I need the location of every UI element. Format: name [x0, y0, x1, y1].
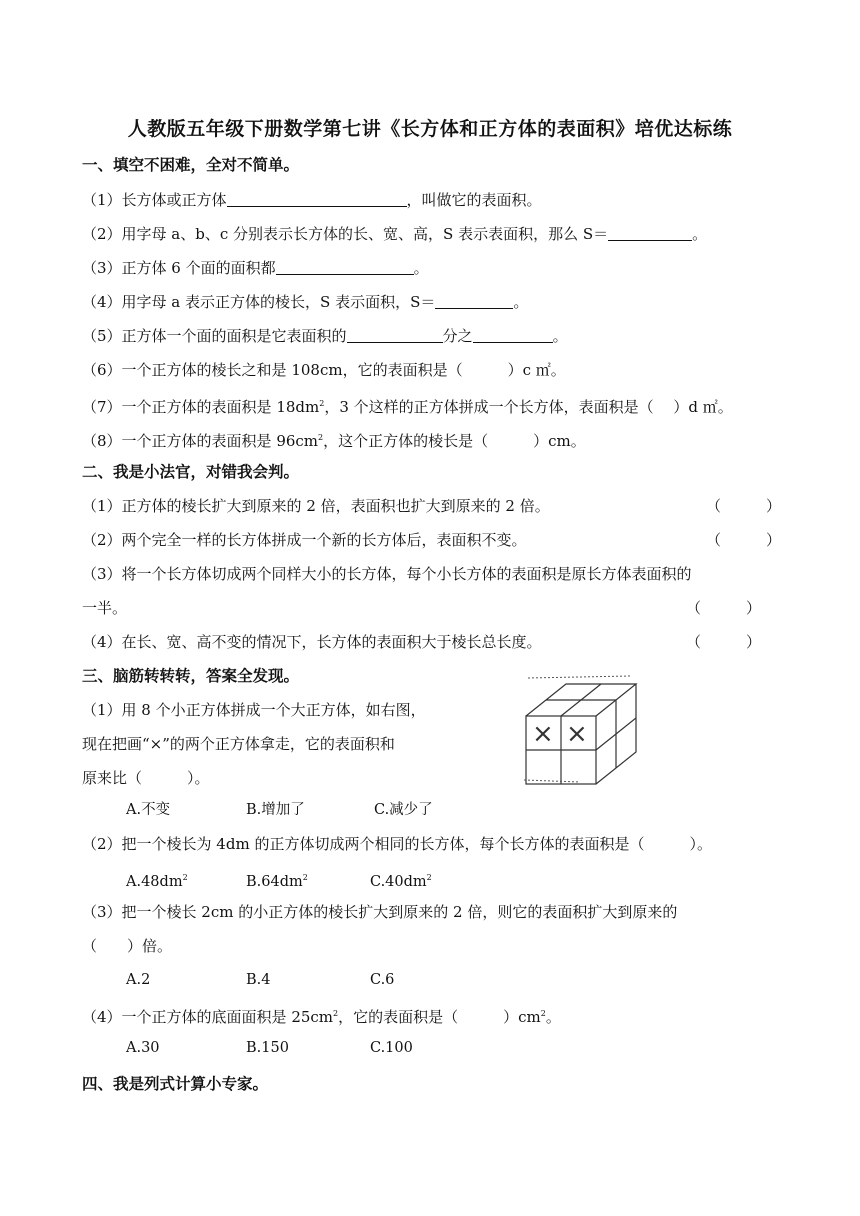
question-1-4 [82, 292, 528, 312]
question-2-1: （1）正方体的棱长扩大到原来的 2 倍，表面积也扩大到原来的 2 倍。 [82, 497, 550, 515]
question-1-6: （6）一个正方体的棱长之和是 108cm，它的表面积是（ ）c ㎡。 [82, 361, 566, 379]
question-3-3-cont: （ ）倍。 [82, 937, 173, 955]
superscript-2: 2 [319, 399, 325, 408]
option-c[interactable]: C.减少了 [374, 802, 433, 818]
section-3-heading: 三、脑筋转转转，答案全发现。 [82, 666, 300, 685]
question-1-8 [82, 428, 586, 451]
option-c-text: C.40dm [370, 874, 427, 890]
question-3-1-line2: 现在把画“×”的两个正方体拿走，它的表面积和 [82, 735, 395, 753]
question-2-4: （4）在长、宽、高不变的情况下，长方体的表面积大于棱长总长度。 [82, 633, 542, 651]
q3-4-text-c: 。 [545, 1008, 561, 1026]
q1-7-text-b: ，3 个这样的正方体拼成一个长方体，表面积是（ ）d ㎡。 [324, 398, 733, 416]
question-2-3-cont: 一半。 [82, 599, 128, 617]
cross-mark: × [566, 719, 588, 749]
superscript-2: 2 [333, 1009, 339, 1018]
question-3-4 [82, 1004, 561, 1027]
q3-4-text-a: （4）一个正方体的底面面积是 25cm [82, 1008, 334, 1026]
q1-4-text-b: 。 [513, 293, 529, 311]
option-a-text: A.48dm [126, 874, 183, 890]
question-3-1-line3: 原来比（ ）。 [82, 769, 210, 787]
question-1-2 [82, 224, 707, 244]
option-b[interactable] [246, 868, 308, 892]
q1-5-text-b: 分之 [442, 327, 473, 345]
answer-blank[interactable] [227, 192, 407, 207]
cube-figure [520, 670, 638, 788]
section-2-heading: 二、我是小法官，对错我会判。 [82, 462, 300, 481]
superscript-2: 2 [540, 1009, 546, 1018]
q1-8-text-a: （8）一个正方体的表面积是 96cm [82, 432, 319, 450]
answer-blank[interactable] [276, 260, 414, 275]
q1-4-text-a: （4）用字母 a 表示正方体的棱长，S 表示面积，S＝ [82, 293, 436, 311]
option-a[interactable]: A.30 [126, 1040, 160, 1056]
superscript-2: 2 [426, 873, 432, 882]
question-3-1: （1）用 8 个小正方体拼成一个大正方体，如右图， [82, 701, 426, 719]
section-4-heading: 四、我是列式计算小专家。 [82, 1074, 269, 1093]
option-b-text: B.64dm [246, 874, 303, 890]
question-3-3: （3）把一个棱长 2cm 的小正方体的棱长扩大到原来的 2 倍，则它的表面积扩大到原来的 [82, 903, 678, 921]
question-2-3: （3）将一个长方体切成两个同样大小的长方体，每个小长方体的表面积是原长方体表面积的 [82, 565, 692, 583]
question-3-2: （2）把一个棱长为 4dm 的正方体切成两个相同的长方体，每个长方体的表面积是（ ）。 [82, 835, 712, 853]
option-a[interactable]: A.不变 [126, 802, 171, 818]
option-c[interactable]: C.100 [370, 1040, 413, 1056]
option-b[interactable]: B.增加了 [246, 802, 305, 818]
q1-2-text-b: 。 [692, 225, 708, 243]
cross-mark: × [532, 719, 554, 749]
q1-7-text-a: （7）一个正方体的表面积是 18dm [82, 398, 320, 416]
question-1-7 [82, 394, 733, 417]
option-a[interactable] [126, 868, 188, 892]
answer-blank[interactable] [608, 226, 692, 241]
q1-5-text-c: 。 [552, 327, 568, 345]
superscript-2: 2 [182, 873, 188, 882]
option-c[interactable]: C.6 [370, 972, 395, 988]
q1-3-text-a: （3）正方体 6 个面的面积都 [82, 259, 276, 277]
option-a[interactable]: A.2 [126, 972, 151, 988]
q1-2-text-a: （2）用字母 a、b、c 分别表示长方体的长、宽、高，S 表示表面积，那么 S＝ [82, 225, 609, 243]
judgement-paren[interactable]: （ ） [686, 599, 762, 617]
question-2-2: （2）两个完全一样的长方体拼成一个新的长方体后，表面积不变。 [82, 531, 527, 549]
section-1-heading: 一、填空不困难，全对不简单。 [82, 155, 300, 174]
judgement-paren[interactable]: （ ） [706, 531, 782, 549]
answer-blank[interactable] [473, 328, 553, 343]
question-1-1 [82, 190, 542, 210]
question-1-3 [82, 258, 429, 278]
option-b[interactable]: B.4 [246, 972, 271, 988]
q1-1-text-a: （1）长方体或正方体 [82, 191, 227, 209]
page-title: 人教版五年级下册数学第七讲《长方体和正方体的表面积》培优达标练 [127, 118, 733, 140]
question-1-5 [82, 326, 568, 346]
q3-4-text-b: ，它的表面积是（ ）cm [338, 1008, 541, 1026]
option-b[interactable]: B.150 [246, 1040, 289, 1056]
q1-5-text-a: （5）正方体一个面的面积是它表面积的 [82, 327, 347, 345]
judgement-paren[interactable]: （ ） [706, 497, 782, 515]
answer-blank[interactable] [435, 294, 513, 309]
answer-blank[interactable] [347, 328, 443, 343]
judgement-paren[interactable]: （ ） [686, 633, 762, 651]
q1-8-text-b: ，这个正方体的棱长是（ ）cm。 [323, 432, 586, 450]
q1-1-text-b: ，叫做它的表面积。 [406, 191, 542, 209]
option-c[interactable] [370, 868, 432, 892]
q1-3-text-b: 。 [413, 259, 429, 277]
superscript-2: 2 [318, 433, 324, 442]
superscript-2: 2 [302, 873, 308, 882]
